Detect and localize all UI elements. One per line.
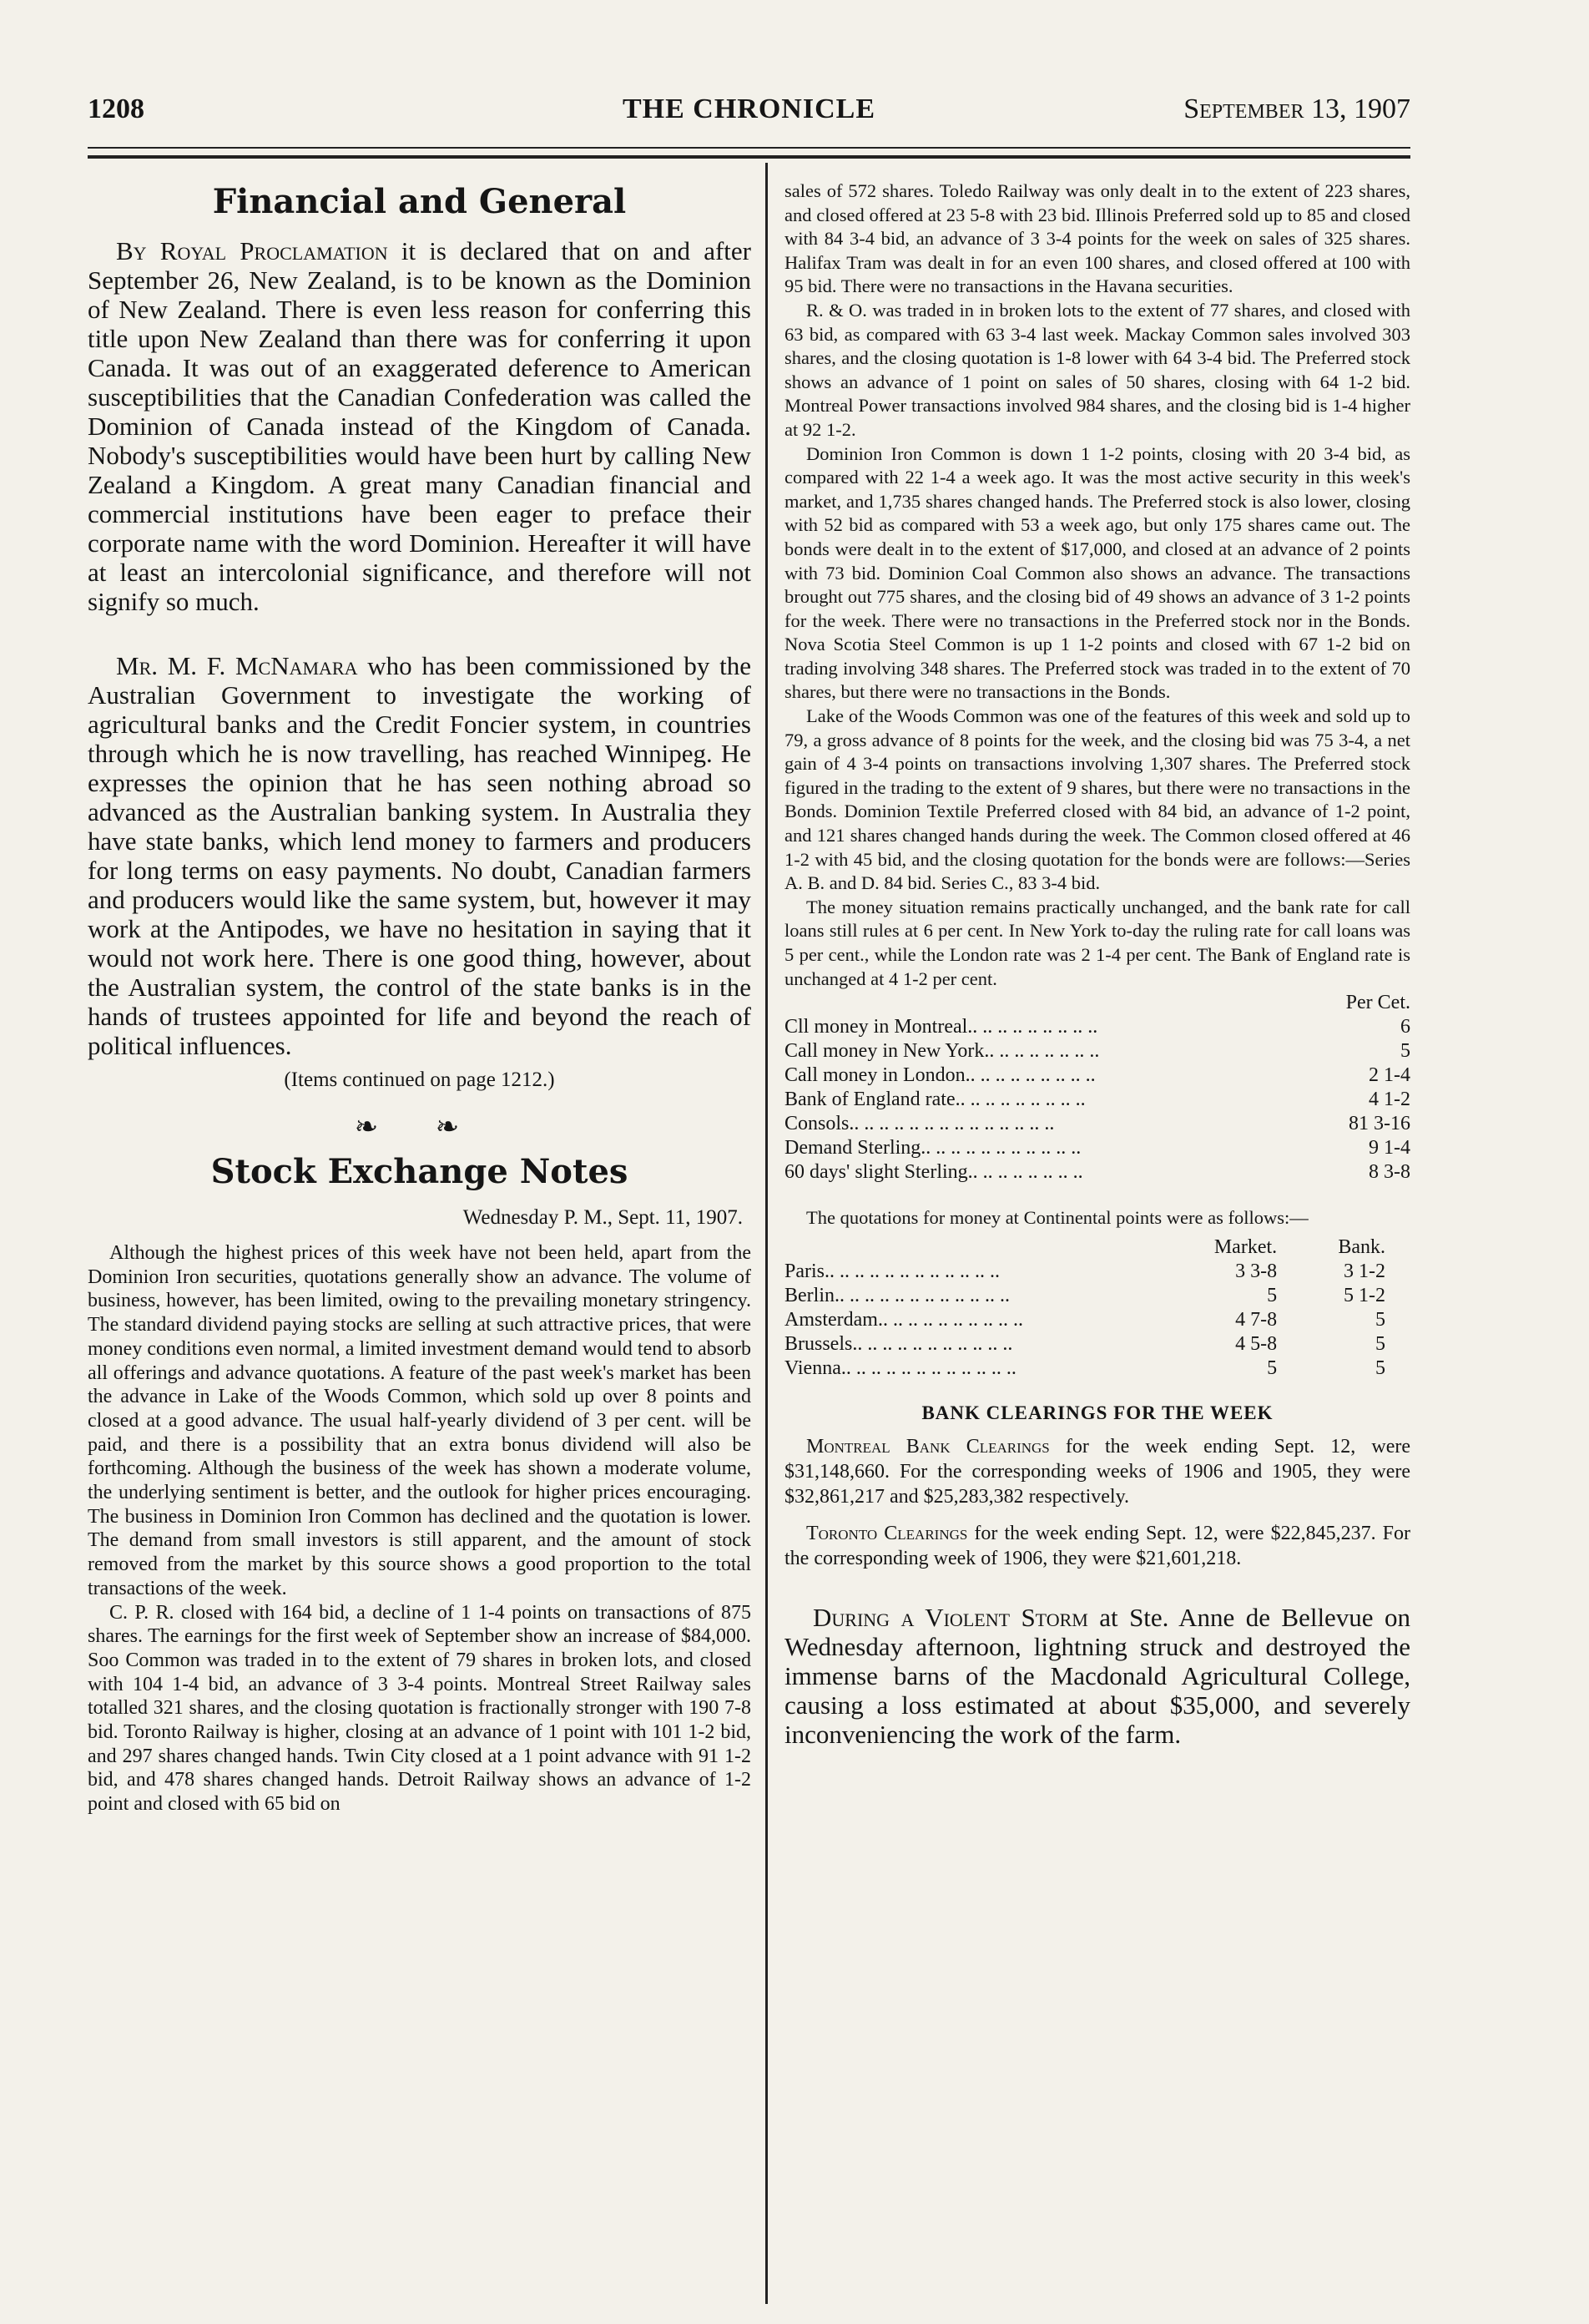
rate-label: 60 days' slight Sterling.. .. .. .. .. .. .. ..	[784, 1161, 1083, 1184]
paragraph-text: who has been commissioned by the Australian Government to investigate the working of agricultural banks and the Credit Foncier system, in countries through which he is now travelling, has reached Winnipeg. He expresses the opinion that he has seen nothing abroad so advanced as the Australian banking system. In Australia they have state banks, which lend money to farmers and producers for long terms on easy payments. No doubt, Canadian farmers and producers would like the same system, but, however it may work at the Antipodes, we have no hesitation in saying that it would not work here. There is one good thing, however, about the Australian system, the control of the state banks is in the hands of trustees appointed for life and beyond the reach of political influences.	[88, 651, 752, 1060]
right-column	[784, 179, 1410, 1749]
paragraph-lead: By Royal Proclamation	[116, 236, 388, 265]
table-row	[784, 1160, 1410, 1185]
rates-header-row	[784, 991, 1410, 1015]
rate-label: Consols.. .. .. .. .. .. .. .. .. .. .. .. .. ..	[784, 1113, 1055, 1135]
stock-paragraph-2: C. P. R. closed with 164 bid, a decline of 1 1-4 points on transactions of 875 shares. The earnings for the first week of September show an increase of $84,000. Soo Common was traded in to the extent of 79 shares in broken lots, and closed with 104 1-4 bid, an advance of 3 3-4 points. Montreal Street Railway sales totalled 321 shares, and the closing quotation is fractionally stronger with 190 7-8 bid. Toronto Railway is higher, closing at an advance of 1 point with 101 1-2 bid, and 297 shares changed hands. Twin City closed at a 1 point advance with 91 1-2 bid, and 478 shares changed hands. Detroit Railway shows an advance of 1-2 point and closed with 65 bid on	[88, 1601, 751, 1816]
mcnamara-paragraph	[88, 651, 751, 1060]
bank-rate: 5	[1375, 1308, 1385, 1331]
rate-label: Cll money in Montreal.. .. .. .. .. .. .. .. ..	[784, 1016, 1098, 1038]
rate-value: 2 1-4	[1369, 1064, 1410, 1087]
paragraph-lead: Montreal Bank Clearings	[806, 1435, 1050, 1458]
table-row	[784, 1284, 1385, 1308]
market-rate: 5	[1267, 1357, 1278, 1379]
bank-rate: 3 1-2	[1344, 1260, 1385, 1282]
stock-paragraph-1: Although the highest prices of this week have not been held, apart from the Dominion Iron securities, quotations generally show an advance. The volume of business, however, has been limited, owing to the prevailing monetary stringency. The standard dividend paying stocks are selling at such attractive prices, that were money conditions even normal, a limited investment demand would tend to absorb all offerings and advance quotations. A feature of the past week's market has been the advance in Lake of the Woods Common, which sold up over 8 points and closed at a good advance. The usual half-yearly dividend of 3 per cent. will be paid, and there is a possibility that an extra bonus dividend will also be forthcoming. Although the business of the week has shown a moderate volume, the underlying sentiment is better, and the outlook for higher prices encouraging. The business in Dominion Iron Common has declined and the quotation is lower. The demand from small investors is still apparent, and the amount of stock removed from the market by this source shows a good proportion to the total transactions of the week.	[88, 1242, 751, 1599]
table-row	[784, 1357, 1385, 1381]
market-rate: 4 7-8	[1235, 1308, 1278, 1331]
table-row	[784, 1063, 1410, 1088]
financial-heading: Financial and General	[212, 182, 627, 221]
column-divider	[765, 163, 768, 2304]
stock-dateline: Wednesday P. M., Sept. 11, 1907.	[462, 1206, 743, 1229]
paragraph-text: for the week ending Sept. 12, were $31,148,660. For the corresponding weeks of 1906 and 1905, they were $32,861,217 and $25,283,382 respectively.	[784, 1435, 1411, 1508]
rate-value: 6	[1400, 1016, 1410, 1038]
page-header	[88, 93, 1410, 135]
table-row	[784, 1112, 1410, 1136]
rate-label: Demand Sterling.. .. .. .. .. .. .. .. .. .. ..	[784, 1137, 1082, 1159]
rate-value: 8 3-8	[1369, 1161, 1410, 1184]
paragraph-text: for the week ending Sept. 12, were $22,845,237. For the corresponding week of 1906, they were $21,601,218.	[784, 1522, 1411, 1569]
city-label: Vienna.. .. .. .. .. .. .. .. .. .. .. ..	[784, 1357, 1016, 1379]
continental-rates-table	[784, 1235, 1385, 1381]
rate-value: 81 3-16	[1349, 1113, 1410, 1135]
table-row	[784, 1260, 1385, 1284]
bank-rate: 5	[1375, 1332, 1385, 1355]
table-row	[784, 1332, 1385, 1357]
stock-paragraph-6: Lake of the Woods Common was one of the features of this week and sold up to 79, a gross advance of 8 points for the week, and the closing bid was 75 3-4, a net gain of 4 3-4 points on transactions involving 1,307 shares. The Preferred stock figured in the trading to the extent of 9 shares, but there were no transactions in the Bonds. Dominion Textile Preferred closed with 84 bid, an advance of 1-2 point, and 121 shares changed hands during the week. The Common closed offered at 46 1-2 with 45 bid, and the closing quotation for the bonds were are follows:—Series A. B. and D. 84 bid. Series C., 83 3-4 bid.	[784, 705, 1410, 894]
royal-proclamation-paragraph	[88, 236, 751, 616]
page-number: 1208	[88, 93, 144, 124]
stock-paragraph-7: The money situation remains practically unchanged, and the bank rate for call loans still rules at 6 per cent. In New York to-day the ruling rate for call loans was 5 per cent., while the London rate was 2 1-4 per cent. The Bank of England rate is unchanged at 4 1-2 per cent.	[784, 896, 1410, 989]
city-label: Brussels.. .. .. .. .. .. .. .. .. .. ..	[784, 1332, 1013, 1355]
rate-label: Call money in New York.. .. .. .. .. .. .. ..	[784, 1040, 1100, 1063]
montreal-clearings-paragraph	[784, 1434, 1410, 1509]
bank-rate: 5	[1375, 1357, 1385, 1379]
bank-col-header: Bank.	[1338, 1235, 1385, 1258]
header-rule	[88, 147, 1410, 159]
bank-clearings-heading: BANK CLEARINGS FOR THE WEEK	[921, 1402, 1274, 1423]
rates-col-header: Per Cet.	[1345, 992, 1410, 1014]
city-label: Amsterdam.. .. .. .. .. .. .. .. .. ..	[784, 1308, 1023, 1331]
paragraph-lead: Mr. M. F. McNamara	[116, 651, 358, 680]
market-col-header: Market.	[1213, 1235, 1278, 1258]
left-column	[88, 167, 751, 1816]
stock-paragraph-3: sales of 572 shares. Toledo Railway was only dealt in to the extent of 223 shares, and closed offered at 23 5-8 with 23 bid. Illinois Preferred sold up to 85 and closed with 84 3-4 bid, an advance of 3 3-4 points for the week on sales of 325 shares. Halifax Tram was dealt in for an even 100 shares, and closed offered at 100 with 95 bid. There were no transactions in the Havana securities.	[784, 180, 1410, 297]
paragraph-text: at Ste. Anne de Bellevue on Wednesday afternoon, lightning struck and destroyed the immense barns of the Macdonald Agricultural College, causing a loss estimated at about $35,000, and severely inconveniencing the work of the farm.	[784, 1602, 1410, 1749]
issue-date: September 13, 1907	[1183, 93, 1410, 124]
city-label: Paris.. .. .. .. .. .. .. .. .. .. .. ..	[784, 1260, 1000, 1282]
rate-value: 9 1-4	[1369, 1137, 1410, 1159]
table-row	[784, 1088, 1410, 1112]
rate-label: Call money in London.. .. .. .. .. .. .. .. ..	[784, 1064, 1096, 1087]
rate-label: Bank of England rate.. .. .. .. .. .. .. .. ..	[784, 1089, 1086, 1111]
continental-intro: The quotations for money at Continental points were as follows:—	[806, 1207, 1309, 1229]
table-row	[784, 1308, 1385, 1332]
bank-rate: 5 1-2	[1344, 1284, 1385, 1306]
money-rates-table	[784, 991, 1410, 1185]
storm-paragraph	[784, 1603, 1410, 1749]
rate-value: 4 1-2	[1369, 1089, 1410, 1111]
stock-paragraph-5: Dominion Iron Common is down 1 1-2 points, closing with 20 3-4 bid, as compared with 22 1-4 a week ago. It was the most active security in this week's market, and 1,735 shares changed hands. The Preferred stock is also lower, closing with 52 bid as compared with 53 a week ago, but only 175 shares came out. The bonds were dealt in to the extent of $17,000, and closed at an advance of 2 points with 73 bid. Dominion Coal Common also shows an advance. The transactions brought out 775 shares, and the closing bid of 49 shows an advance of 3 1-2 points for the week. There were no transactions in the Preferred stock nor in the Bonds. Nova Scotia Steel Common is up 1 1-2 points and closed with 67 1-2 bid on trading involving 348 shares. The Preferred stock was traded in to the extent of 70 shares, but there were no transactions in the Bonds.	[784, 442, 1410, 703]
market-rate: 3 3-8	[1235, 1260, 1278, 1282]
ornament-divider: ❧ ❧	[354, 1112, 485, 1143]
continued-note: (Items continued on page 1212.)	[284, 1069, 555, 1091]
market-rate: 5	[1267, 1284, 1278, 1306]
table-row	[784, 1039, 1410, 1063]
paragraph-lead: Toronto Clearings	[806, 1522, 968, 1544]
paragraph-lead: During a Violent Storm	[813, 1602, 1088, 1632]
market-rate: 4 5-8	[1235, 1332, 1278, 1355]
stock-exchange-heading: Stock Exchange Notes	[210, 1152, 628, 1191]
stock-paragraph-4: R. & O. was traded in in broken lots to the extent of 77 shares, and closed with 63 bid, as compared with 63 3-4 last week. Mackay Common sales involved 303 shares, and the closing quotation is 1-8 lower with 64 3-4 bid. The Preferred stock shows an advance of 1 point on sales of 50 shares, closing with 64 1-2 bid. Montreal Power transactions involved 984 shares, and the closing bid is 1-4 higher at 92 1-2.	[784, 299, 1410, 440]
publication-title: THE CHRONICLE	[623, 93, 875, 124]
continental-header-row	[784, 1235, 1385, 1260]
paragraph-text: it is declared that on and after September 26, New Zealand, is to be known as the Dominion of New Zealand. There is even less reason for conferring this title upon New Zealand than there was for conferring it upon Canada. It was out of an exaggerated deference to American susceptibilities that the Canadian Confederation was called the Dominion of Canada instead of the Kingdom of Canada. Nobody's susceptibilities would have been hurt by calling New Zealand a Kingdom. A great many Canadian financial and commercial institutions have been eager to preface their corporate name with the word Dominion. Hereafter it will have at least an intercolonial significance, and therefore will not signify so much.	[88, 236, 751, 616]
table-row	[784, 1136, 1410, 1160]
rate-value: 5	[1400, 1040, 1410, 1063]
toronto-clearings-paragraph	[784, 1521, 1410, 1571]
table-row	[784, 1015, 1410, 1039]
city-label: Berlin.. .. .. .. .. .. .. .. .. .. .. ..	[784, 1284, 1010, 1306]
